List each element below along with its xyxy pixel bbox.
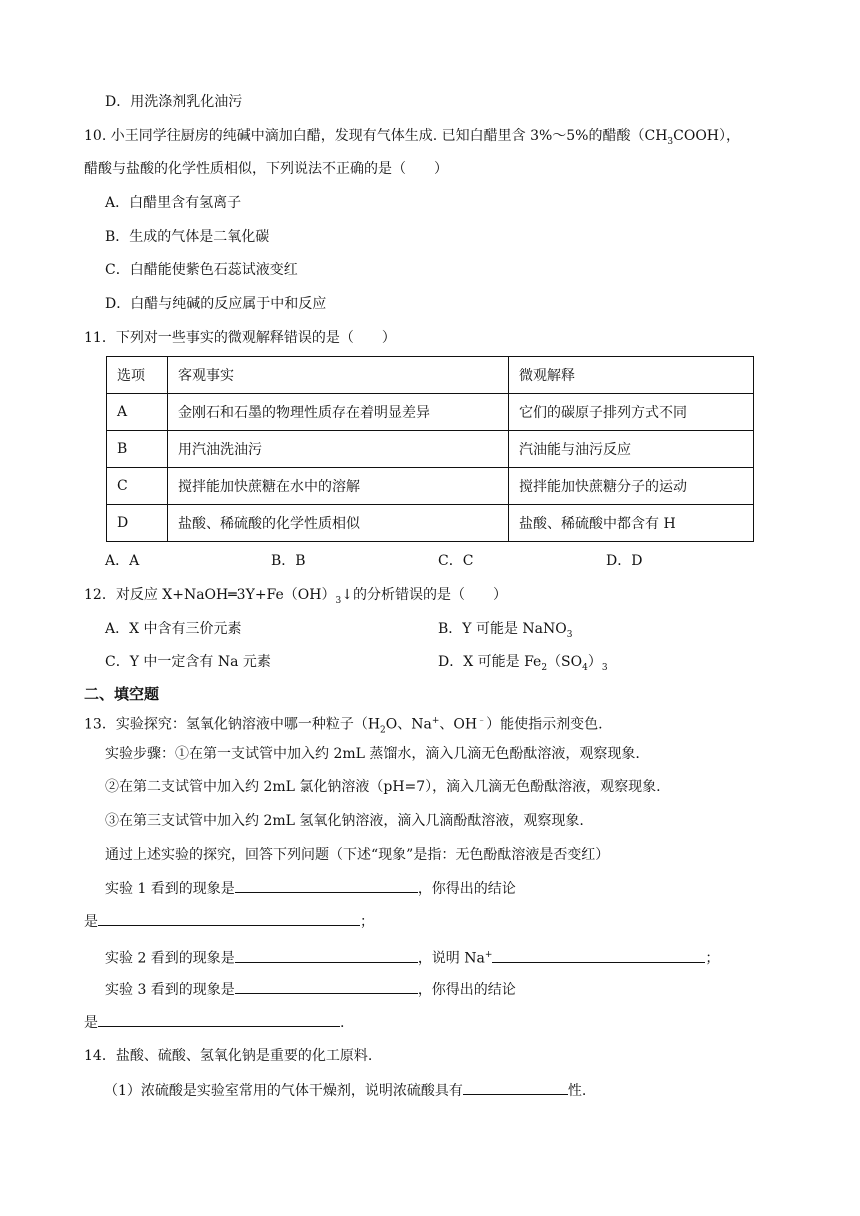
answer-blank[interactable] [235,979,418,994]
q10-stem-line2: 醋酸与盐酸的化学性质相似，下列说法不正确的是（ ） [84,161,448,177]
table-cell: C [107,468,168,505]
table-header-row [107,357,754,394]
table-row [107,394,754,431]
answer-blank[interactable] [235,878,418,893]
q13-exp2-line: 实验 2 看到的现象是 ，说明 Na+ ； [105,945,719,969]
q13-step2: ②在第二支试管中加入约 2mL 氯化钠溶液（pH=7），滴入几滴无色酚酞溶液，观察现象. [105,779,661,795]
table-cell: 用汽油洗油污 [168,431,509,468]
table-cell: 搅拌能加快蔗糖在水中的溶解 [168,468,509,505]
table-header-cell: 客观事实 [168,357,509,394]
answer-blank[interactable] [235,948,418,963]
table-cell: 盐酸、稀硫酸的化学性质相似 [168,505,509,542]
table-row [107,505,754,542]
table-cell: 盐酸、稀硫酸中都含有 H [509,505,754,542]
answer-blank[interactable] [98,1012,340,1027]
answer-blank[interactable] [463,1080,568,1095]
table-cell: 汽油能与油污反应 [509,431,754,468]
q10-option-a: A．白醋里含有氢离子 [105,195,242,211]
q13-exp3-cont: 是 . [84,1012,344,1033]
q13-stem: 13．实验探究：氢氧化钠溶液中哪一种粒子（$H_2O$、Na+、OH﹣）能使指示剂变色. [84,716,603,736]
table-header-cell: 微观解释 [509,357,754,394]
answer-blank[interactable] [492,948,705,963]
q13-step3: ③在第三支试管中加入约 2mL 氢氧化钠溶液，滴入几滴酚酞溶液，观察现象. [105,813,584,829]
q10-option-c: C．白醋能使紫色石蕊试液变红 [105,262,298,278]
table-row [107,431,754,468]
answer-blank[interactable] [98,911,360,926]
q12-option-d: D．X 可能是 $Fe_2(SO_4)_3$ [438,654,608,673]
q14-part1: （1）浓硫酸是实验室常用的气体干燥剂，说明浓硫酸具有 性. [104,1080,586,1101]
table-cell: D [107,505,168,542]
table-cell: B [107,431,168,468]
q12-option-c: C．Y 中一定含有 Na 元素 [105,654,271,670]
q12-stem: 12．对反应 $X+NaOH═3Y+Fe(OH)_3↓$的分析错误的是（ ） [84,587,507,606]
q13-exp1-line: 实验 1 看到的现象是 ，你得出的结论 [105,878,516,899]
q13-exp1-cont: 是 ； [84,911,374,932]
q11-table [106,356,754,542]
q10-option-d: D．白醋与纯碱的反应属于中和反应 [105,296,327,312]
q14-stem: 14．盐酸、硫酸、氢氧化钠是重要的化工原料. [84,1048,373,1064]
q10-option-b: B．生成的气体是二氧化碳 [105,229,270,245]
q11-answer-a: A．A [105,553,140,569]
q13-instruction: 通过上述实验的探究，回答下列问题（下述“现象”是指：无色酚酞溶液是否变红） [105,847,610,863]
q11-answer-d: D．D [606,553,643,569]
table-header-cell: 选项 [107,357,168,394]
q13-exp3-line: 实验 3 看到的现象是 ，你得出的结论 [105,979,516,1000]
section-title: 二、填空题 [84,685,160,703]
table-cell: A [107,394,168,431]
table-cell: 它们的碳原子排列方式不同 [509,394,754,431]
table-row [107,468,754,505]
q12-option-b: B．Y 可能是 NaNO$_3$ [438,621,573,640]
q12-option-a: A．X 中含有三价元素 [105,621,242,637]
table-cell: 搅拌能加快蔗糖分子的运动 [509,468,754,505]
table-cell: 金刚石和石墨的物理性质存在着明显差异 [168,394,509,431]
q9-option-d: D．用洗涤剂乳化油污 [105,94,243,110]
q11-answer-c: C．C [438,553,474,569]
q13-step1: 实验步骤：①在第一支试管中加入约 2mL 蒸馏水，滴入几滴无色酚酞溶液，观察现象. [105,746,640,762]
q11-stem: 11．下列对一些事实的微观解释错误的是（ ） [84,330,396,346]
q10-stem-line1: 10. 小王同学往厨房的纯碱中滴加白醋，发现有气体生成. 已知白醋里含 3%～5%的醋酸$(CH_3COOH)$， [84,128,741,147]
q11-answer-b: B．B [271,553,306,569]
